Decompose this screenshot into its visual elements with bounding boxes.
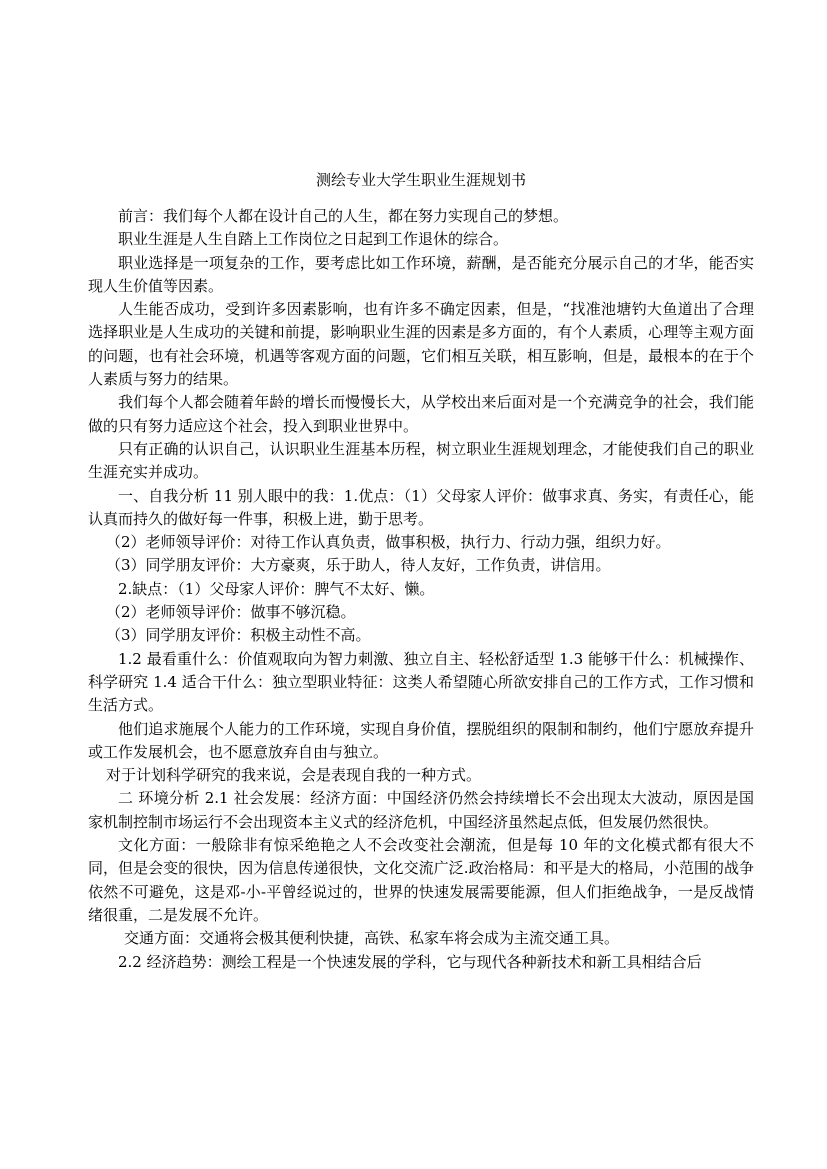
paragraph-environment-analysis: 二 环境分析 2.1 社会发展：经济方面：中国经济仍然会持续增长不会出现太大波动，原因是国家机制控制市场运行不会出现资本主义式的经济危机，中国经济虽然起点低，但发展仍然很快。: [88, 789, 754, 831]
document-page: [88, 0, 754, 1169]
paragraph: 他们追求施展个人能力的工作环境，实现自身价值，摆脱组织的限制和制约，他们宁愿放弃提升或工作发展机会，也不愿意放弃自由与独立。: [88, 719, 754, 761]
paragraph: 只有正确的认识自己，认识职业生涯基本历程，树立职业生涯规划理念，才能使我们自己的职业生涯充实并成功。: [88, 439, 754, 482]
paragraph: 职业生涯是人生自踏上工作岗位之日起到工作退休的综合。: [118, 230, 509, 249]
list-item: （2）老师领导评价：对待工作认真负责，做事积极，执行力、行动力强，组织力好。: [106, 533, 671, 552]
paragraph: 职业选择是一项复杂的工作，要考虑比如工作环境，薪酬，是否能充分展示自己的才华，能否实现人生价值等因素。: [88, 253, 754, 295]
paragraph: 交通方面：交通将会极其便利快捷，高铁、私家车将会成为主流交通工具。: [124, 929, 620, 948]
paragraph-self-analysis: 一、自我分析 11 别人眼中的我：1.优点：（1）父母家人评价：做事求真、务实，有责任心，能认真而持久的做好每一件事，积极上进，勤于思考。: [88, 486, 754, 528]
document-body: [88, 205, 754, 974]
paragraph: 我们每个人都会随着年龄的增长而慢慢长大，从学校出来后面对是一个充满竞争的社会，我们能做的只有努力适应这个社会，投入到职业世界中。: [88, 393, 754, 435]
list-item: （2）老师领导评价：做事不够沉稳。: [106, 603, 356, 622]
list-item: （3）同学朋友评价：大方豪爽，乐于助人，待人友好，工作负责，讲信用。: [106, 556, 611, 575]
paragraph: 2.2 经济趋势：测绘工程是一个快速发展的学科，它与现代各种新技术和新工具相结合后: [118, 952, 702, 971]
paragraph: 1.2 最看重什么：价值观取向为智力刺激、独立自主、轻松舒适型 1.3 能够干什么：机械操作、科学研究 1.4 适合干什么：独立型职业特征：这类人希望随心所欲安排自己的工作方式，工作习惯和生活方式。: [88, 649, 754, 715]
paragraph-preface: 前言：我们每个人都在设计自己的人生，都在努力实现自己的梦想。: [118, 207, 569, 225]
paragraph: 人生能否成功，受到许多因素影响，也有许多不确定因素，但是，“找准池塘钓大鱼道出了合理选择职业是人生成功的关键和前提，影响职业生涯的因素是多方面的，有个人素质，心理等主观方面的问题，也有社会环境，机遇等客观方面的问题，它们相互关联，相互影响，但是，最根本的在于个人素质与努力的结果。: [88, 300, 754, 389]
document-title: 测绘专业大学生职业生涯规划书: [315, 171, 526, 189]
paragraph: 文化方面：一般除非有惊采绝艳之人不会改变社会潮流，但是每 10 年的文化模式都有很大不同，但是会变的很快，因为信息传递很快，文化交流广泛.政治格局：和平是大的格局，小范围的战争依然不可避免，这是邓-小-平曾经说过的，世界的快速发展需要能源，但人们拒绝战争，一是反战情绪很重，二是发展不允许。: [88, 836, 754, 924]
list-item: 2.缺点：（1）父母家人评价：脾气不太好、懒。: [118, 579, 435, 598]
paragraph: 对于计划科学研究的我来说，会是表现自我的一种方式。: [106, 766, 482, 785]
list-item: （3）同学朋友评价：积极主动性不高。: [106, 626, 371, 645]
